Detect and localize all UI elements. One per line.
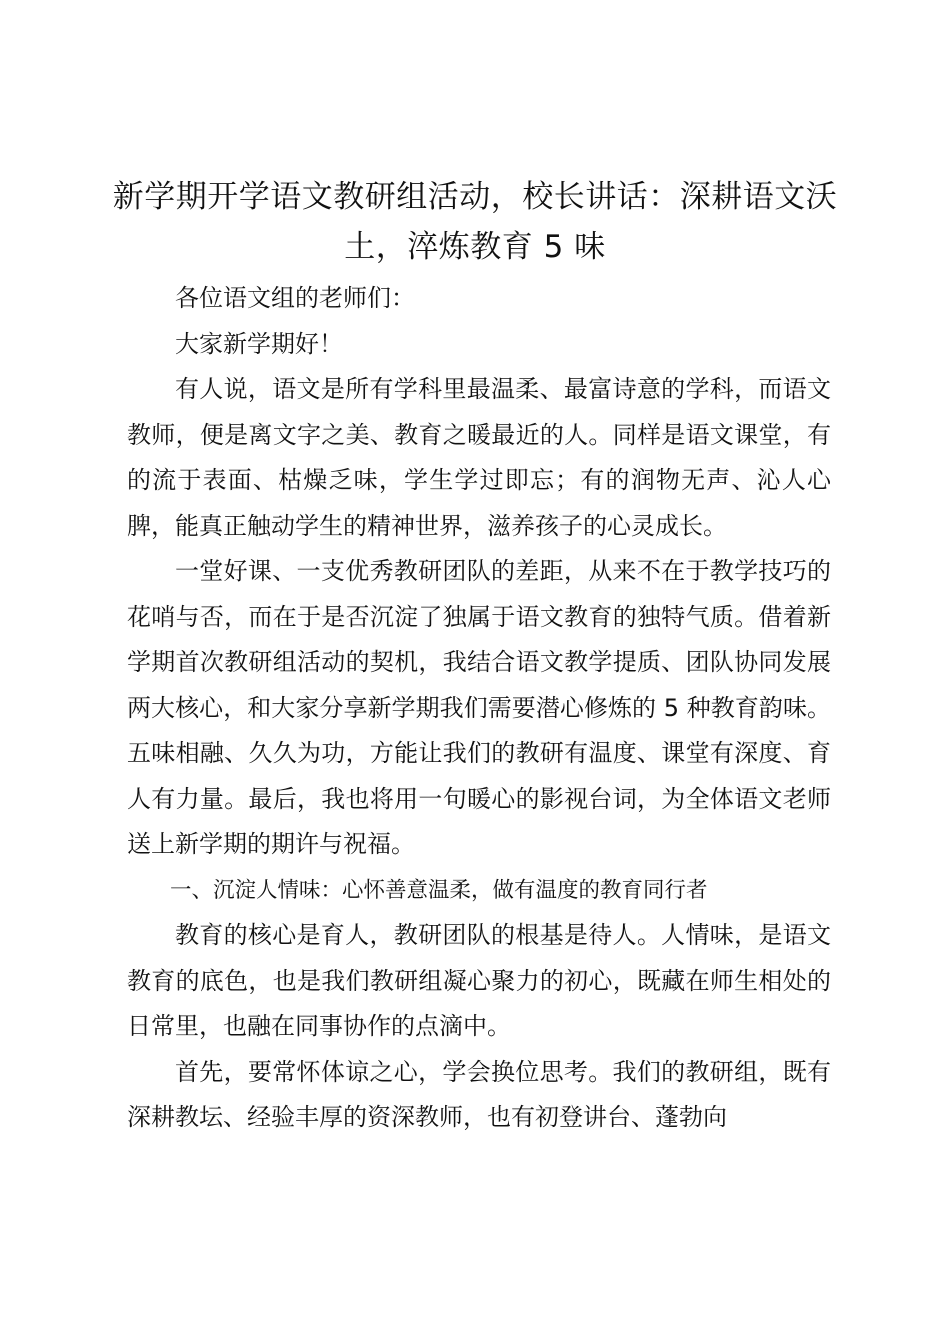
greeting: 大家新学期好！ <box>175 329 343 358</box>
document-title: 新学期开学语文教研组活动，校长讲话：深耕语文沃土，淬炼教育 5 味 <box>112 179 838 265</box>
document-body <box>127 276 831 1141</box>
body-paragraph: 首先，要常怀体谅之心，学会换位思考。我们的教研组，既有深耕教坛、经验丰厚的资深教师，也有初登讲台、蓬勃向 <box>127 1057 831 1131</box>
body-paragraph: 一堂好课、一支优秀教研团队的差距，从来不在于教学技巧的花哨与否，而在于是否沉淀了独属于语文教育的独特气质。借着新学期首次教研组活动的契机，我结合语文教学提质、团队协同发展两大核心，和大家分享新学期我们需要潜心修炼的 5 种教育韵味。五味相融、久久为功，方能让我们的教研有温度、课堂有深度、育人有力量。最后，我也将用一句暖心的影视台词，为全体语文老师送上新学期的期许与祝福。 <box>127 557 831 858</box>
body-paragraph: 教育的核心是育人，教研团队的根基是待人。人情味，是语文教育的底色，也是我们教研组凝心聚力的初心，既藏在师生相处的日常里，也融在同事协作的点滴中。 <box>127 921 831 1040</box>
salutation: 各位语文组的老师们： <box>175 284 415 312</box>
section-heading: 一、沉淀人情味：心怀善意温柔，做有温度的教育同行者 <box>170 877 708 903</box>
body-paragraph: 有人说，语文是所有学科里最温柔、最富诗意的学科，而语文教师，便是离文字之美、教育之暖最近的人。同样是语文课堂，有的流于表面、枯燥乏味，学生学过即忘；有的润物无声、沁人心脾，能真正触动学生的精神世界，滋养孩子的心灵成长。 <box>127 375 831 540</box>
